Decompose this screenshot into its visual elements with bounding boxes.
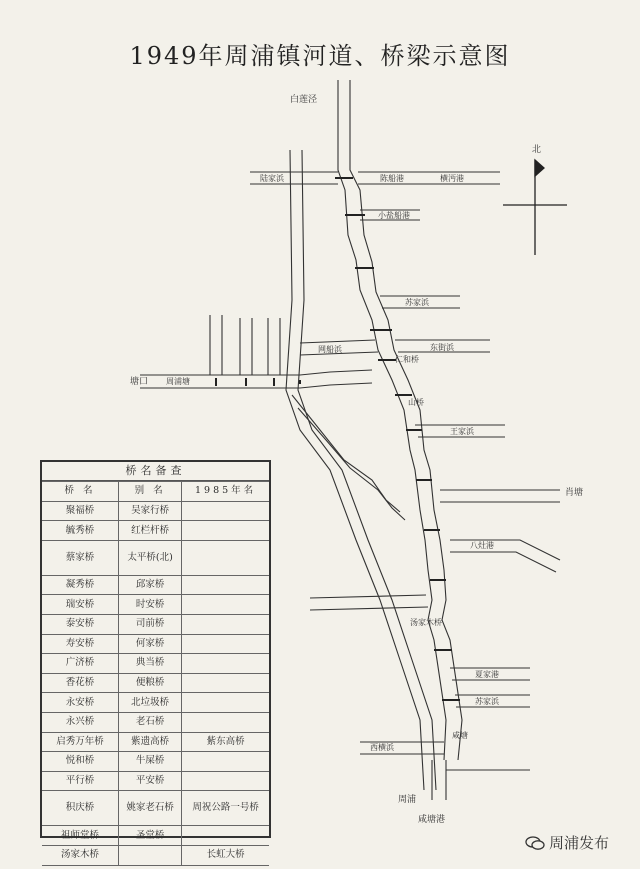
legend-cell-alias: 牛屎桥 xyxy=(119,752,182,772)
map-label: 八灶港 xyxy=(470,541,494,550)
map-label: 网船浜 xyxy=(318,345,342,354)
legend-cell-alias: 司前桥 xyxy=(119,614,182,634)
zhoupu-tang-line-b xyxy=(298,408,405,520)
map-label: 周浦塘 xyxy=(166,377,190,386)
legend-cell-1985 xyxy=(182,826,269,846)
lower-west-branch-b xyxy=(310,607,428,610)
legend-cell-alias: 红栏杆桥 xyxy=(119,521,182,541)
map-label: 西横浜 xyxy=(370,743,394,752)
legend-cell-alias xyxy=(119,845,182,865)
legend-cell-alias: 老石桥 xyxy=(119,712,182,732)
bazao-branch-a xyxy=(450,540,560,560)
legend-row xyxy=(42,826,269,846)
mid-branch-west-a xyxy=(300,340,375,343)
legend-cell-1985: 长虹大桥 xyxy=(182,845,269,865)
legend-cell-alias: 何家桥 xyxy=(119,634,182,654)
compass-north-flag xyxy=(535,160,544,176)
bottom-destination-label: 周浦 xyxy=(398,795,417,805)
legend-cell-1985 xyxy=(182,771,269,791)
legend-row xyxy=(42,712,269,732)
legend-cell-1985 xyxy=(182,752,269,772)
top-inflow xyxy=(338,80,350,100)
legend-cell-alias: 吴家行桥 xyxy=(119,501,182,521)
legend-cell-1985 xyxy=(182,673,269,693)
legend-cell-1985 xyxy=(182,540,269,575)
legend-cell-alias: 平安桥 xyxy=(119,771,182,791)
legend-row xyxy=(42,634,269,654)
compass-north-label: 北 xyxy=(532,145,542,155)
legend-row xyxy=(42,614,269,634)
map-label: 苏家浜 xyxy=(475,697,499,706)
compass xyxy=(503,160,567,255)
legend-cell-1985 xyxy=(182,501,269,521)
legend-row xyxy=(42,732,269,752)
map-title: 1949年周浦镇河道、桥梁示意图 xyxy=(129,42,511,70)
legend-row xyxy=(42,501,269,521)
legend-cell-name: 毓秀桥 xyxy=(42,521,119,541)
legend-cell-1985 xyxy=(182,575,269,595)
map-label: 山桥 xyxy=(408,398,424,407)
legend-caption: 桥名备查 xyxy=(42,462,269,481)
right-destination-label: 肖塘 xyxy=(565,488,584,498)
legend-table xyxy=(42,481,269,866)
watermark-text: 周浦发布 xyxy=(549,834,610,852)
west-branch-north xyxy=(140,370,372,375)
legend-cell-name: 平行桥 xyxy=(42,771,119,791)
watermark xyxy=(525,832,609,853)
legend-cell-1985 xyxy=(182,595,269,615)
legend-cell-alias: 圣堂桥 xyxy=(119,826,182,846)
bottom-river-label: 咸塘港 xyxy=(418,815,446,825)
legend-cell-name: 悦和桥 xyxy=(42,752,119,772)
legend-cell-name: 积庆桥 xyxy=(42,791,119,826)
legend-cell-name: 凝秀桥 xyxy=(42,575,119,595)
map-label: 小盐船港 xyxy=(378,211,410,220)
legend-row xyxy=(42,595,269,615)
legend-cell-1985 xyxy=(182,634,269,654)
top-destination-label: 白莲泾 xyxy=(290,95,318,105)
legend-row xyxy=(42,845,269,865)
legend-header-row xyxy=(42,482,269,502)
map-label: 苏家浜 xyxy=(405,298,429,307)
legend-cell-alias: 时安桥 xyxy=(119,595,182,615)
legend-cell-name: 香花桥 xyxy=(42,673,119,693)
legend-cell-alias: 典当桥 xyxy=(119,654,182,674)
highway-west-line xyxy=(286,150,424,790)
map-label: 汤家木桥 xyxy=(410,618,442,627)
legend-cell-1985 xyxy=(182,693,269,713)
legend-cell-name: 蔡家桥 xyxy=(42,540,119,575)
legend-row xyxy=(42,575,269,595)
legend-row xyxy=(42,752,269,772)
map-label: 横沔港 xyxy=(440,174,464,183)
north-inlet-3 xyxy=(268,318,280,375)
legend-cell-1985 xyxy=(182,654,269,674)
legend-row xyxy=(42,771,269,791)
left-destination-label: 塘口 xyxy=(130,377,149,387)
legend-cell-name: 寿安桥 xyxy=(42,634,119,654)
legend-row xyxy=(42,521,269,541)
legend-cell-name: 启秀万年桥 xyxy=(42,732,119,752)
legend-cell-alias: 北垃圾桥 xyxy=(119,693,182,713)
map-label: 咸塘 xyxy=(452,731,468,740)
legend-header-1985: 1985年名 xyxy=(182,482,269,502)
legend-row xyxy=(42,654,269,674)
north-inlet-1 xyxy=(210,315,222,375)
bridge-name-legend xyxy=(40,460,271,861)
legend-cell-1985: 周祝公路一号桥 xyxy=(182,791,269,826)
legend-body xyxy=(42,501,269,865)
legend-row xyxy=(42,540,269,575)
legend-header-alias: 别 名 xyxy=(119,482,182,502)
legend-cell-name: 永兴桥 xyxy=(42,712,119,732)
legend-cell-1985 xyxy=(182,521,269,541)
legend-row xyxy=(42,673,269,693)
map-label: 陈船港 xyxy=(380,174,404,183)
legend-row xyxy=(42,693,269,713)
legend-header-name: 桥 名 xyxy=(42,482,119,502)
legend-cell-alias: 太平桥(北) xyxy=(119,540,182,575)
legend-cell-name: 瑞安桥 xyxy=(42,595,119,615)
legend-cell-name: 广济桥 xyxy=(42,654,119,674)
main-canal-left-bank xyxy=(338,100,446,760)
legend-cell-1985: 紫东高桥 xyxy=(182,732,269,752)
bazao-branch-b xyxy=(450,552,556,572)
legend-cell-name: 泰安桥 xyxy=(42,614,119,634)
wechat-icon xyxy=(525,836,545,850)
legend-cell-alias: 便粮桥 xyxy=(119,673,182,693)
zhoupu-tang-line-a xyxy=(292,395,400,512)
map-label: 陆家浜 xyxy=(260,174,284,183)
map-label: 东街浜 xyxy=(430,343,454,352)
legend-row xyxy=(42,791,269,826)
legend-cell-1985 xyxy=(182,614,269,634)
legend-cell-1985 xyxy=(182,712,269,732)
lower-west-branch-a xyxy=(310,595,426,598)
north-inlet-2 xyxy=(240,318,252,375)
legend-cell-alias: 姚家老石桥 xyxy=(119,791,182,826)
map-label: 王家浜 xyxy=(450,427,474,436)
legend-cell-alias: 紫遗高桥 xyxy=(119,732,182,752)
legend-cell-name: 祖师堂桥 xyxy=(42,826,119,846)
legend-cell-name: 永安桥 xyxy=(42,693,119,713)
map-label: 仁和桥 xyxy=(395,355,419,364)
map-label: 夏家港 xyxy=(475,670,499,679)
legend-cell-alias: 邱家桥 xyxy=(119,575,182,595)
legend-cell-name: 聚福桥 xyxy=(42,501,119,521)
legend-cell-name: 汤家木桥 xyxy=(42,845,119,865)
